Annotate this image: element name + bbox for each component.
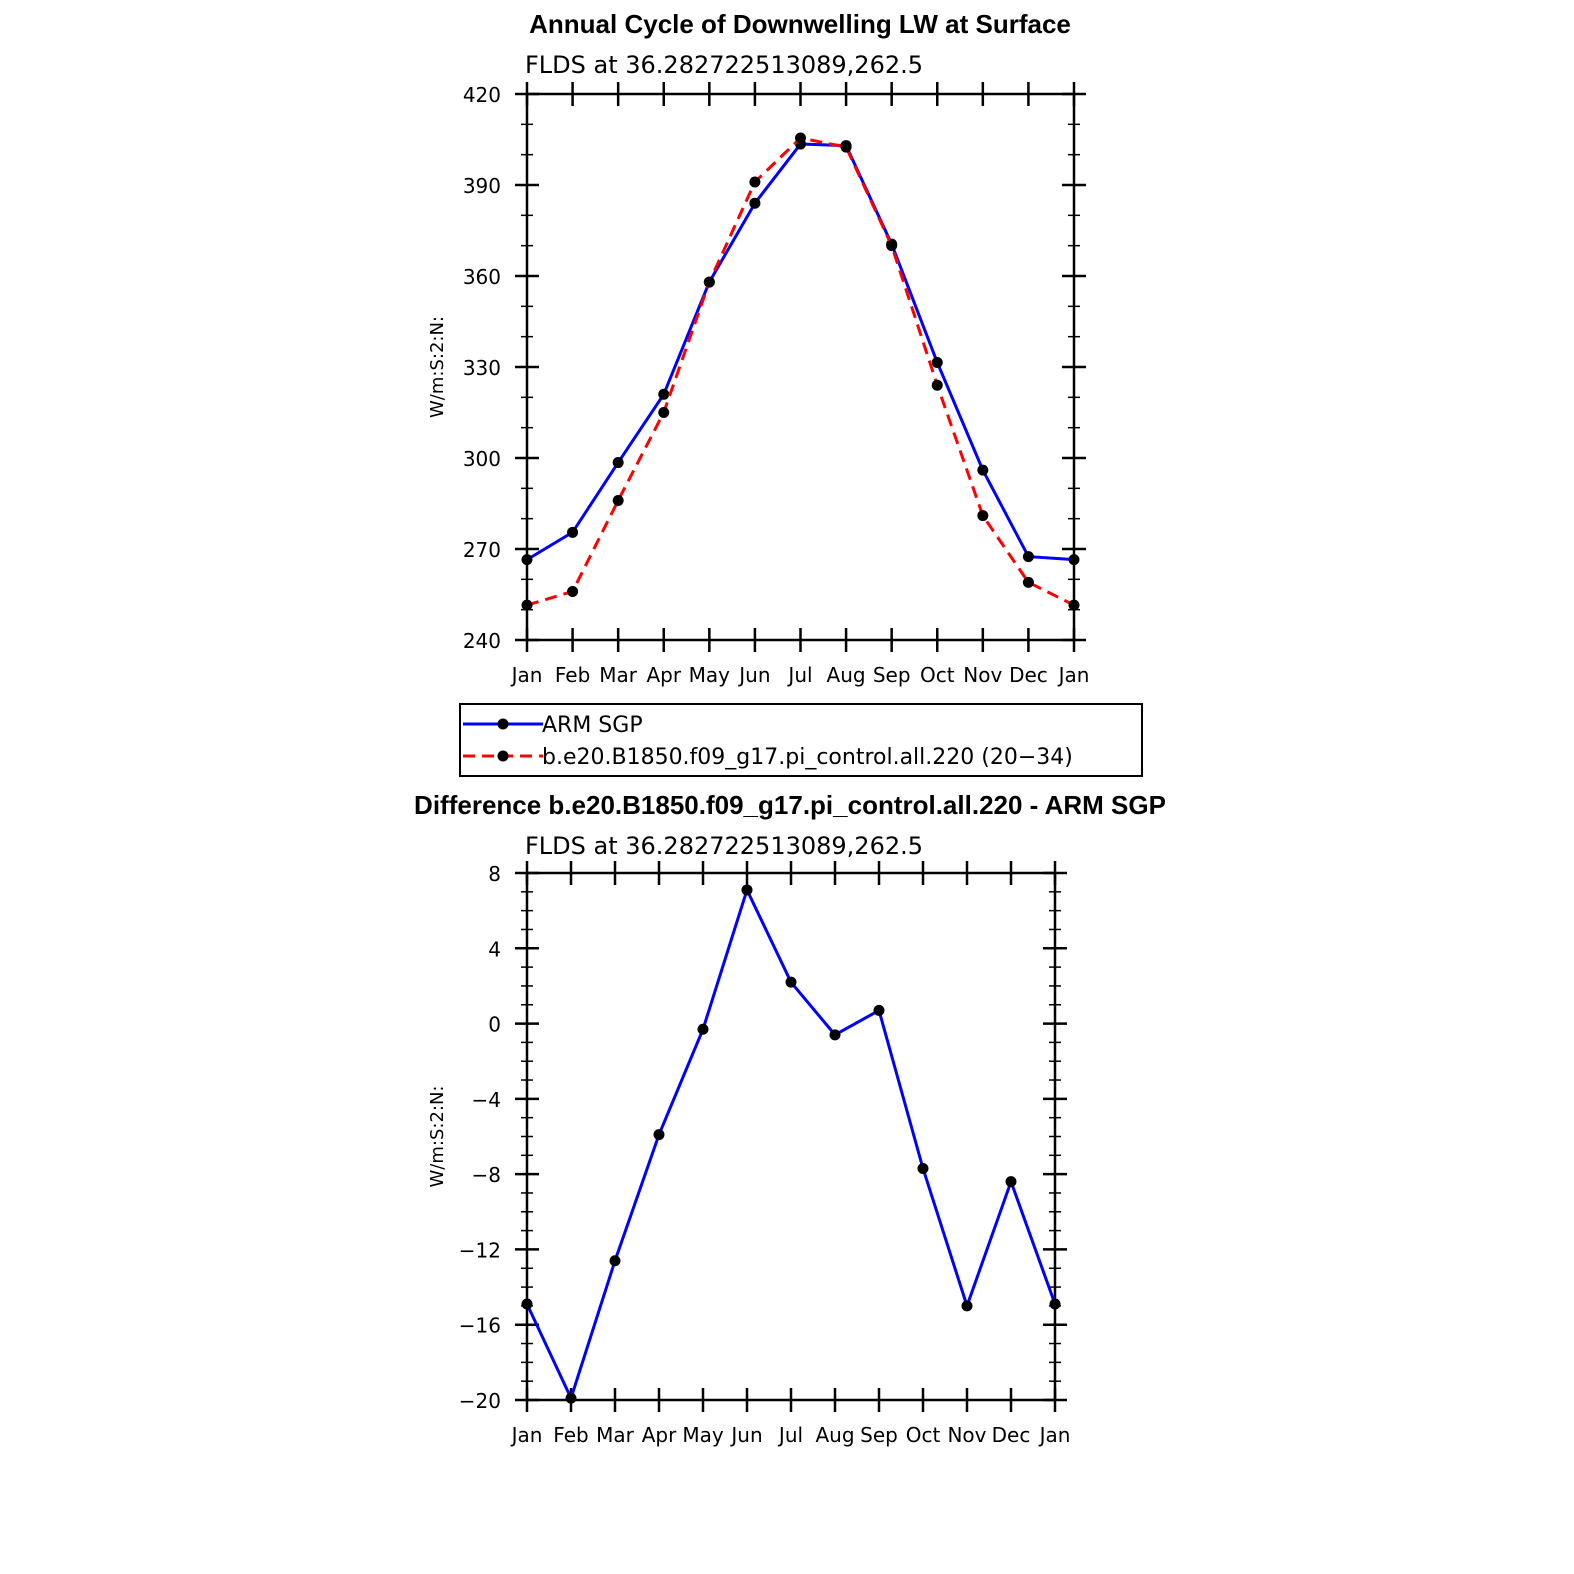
chart1-series-2-point <box>841 142 852 153</box>
chart1-series-2-point <box>886 240 897 251</box>
chart2-y-tick-label: −4 <box>471 1087 501 1112</box>
chart1-legend <box>460 704 1142 776</box>
chart2-x-tick-label: Feb <box>553 1423 589 1447</box>
chart1-series-1-point <box>1069 554 1080 565</box>
chart1-y-tick-label: 240 <box>462 629 501 653</box>
chart1-series-1-point <box>1023 551 1034 562</box>
chart2-series-1-point <box>786 977 797 988</box>
chart1-x-tick-label: Jan <box>511 663 543 687</box>
chart2-y-tick-label: 0 <box>488 1012 501 1037</box>
chart1-series-1-point <box>977 465 988 476</box>
chart2-x-tick-label: Oct <box>905 1423 941 1447</box>
chart1-plot-frame <box>527 94 1074 640</box>
chart2-x-tick-label: May <box>682 1423 724 1447</box>
chart2-series-1-point <box>1050 1299 1061 1310</box>
chart2-series-1-point <box>610 1255 621 1266</box>
chart2-y-tick-label: 4 <box>488 937 501 962</box>
chart2-y-tick-label: −16 <box>458 1313 501 1338</box>
chart2-title: Difference b.e20.B1850.f09_g17.pi_control.all.220 - ARM SGP <box>414 790 1166 820</box>
chart2-series-1-line <box>527 890 1055 1398</box>
chart1-series-2-point <box>1023 577 1034 588</box>
chart1-series-1-point <box>613 457 624 468</box>
chart1-series-1-point <box>932 357 943 368</box>
chart2-x-tick-label: Sep <box>860 1423 898 1447</box>
chart1-x-tick-label: Jan <box>1058 663 1090 687</box>
chart1-x-tick-label: Feb <box>554 663 591 687</box>
chart1-series-2-line <box>527 138 1074 605</box>
chart2-x-tick-label: Dec <box>991 1423 1031 1447</box>
chart2-y-tick-label: −8 <box>471 1163 501 1188</box>
chart2-series-1-point <box>1006 1176 1017 1187</box>
chart1-series-1-point <box>567 527 578 538</box>
chart2-x-tick-label: Jan <box>1039 1423 1071 1447</box>
chart1-x-tick-label: Dec <box>1009 663 1048 687</box>
chart2-x-tick-label: Jan <box>511 1423 543 1447</box>
chart2-series-1-point <box>874 1005 885 1016</box>
chart2-x-tick-label: Nov <box>947 1423 987 1447</box>
chart2-subtitle: FLDS at 36.282722513089,262.5 <box>525 832 924 860</box>
chart1-y-tick-label: 390 <box>462 174 501 198</box>
chart1-legend-marker-1 <box>498 719 509 730</box>
chart2-y-axis-label: W/m:S:2:N: <box>427 1085 448 1188</box>
chart2-series-1-point <box>566 1393 577 1404</box>
chart1-series-2-point <box>795 132 806 143</box>
chart1-y-axis-label: W/m:S:2:N: <box>427 316 448 418</box>
chart1-series-2-point <box>522 600 533 611</box>
chart1-series-2-point <box>1069 600 1080 611</box>
chart2-x-tick-label: Apr <box>641 1423 677 1447</box>
chart2-series-1-point <box>742 884 753 895</box>
chart2-plot-frame <box>527 873 1055 1400</box>
chart2-group <box>414 790 1166 1447</box>
chart2-x-tick-label: Jun <box>731 1423 763 1447</box>
chart1-series-2-point <box>613 495 624 506</box>
chart2-y-tick-label: −12 <box>458 1238 501 1263</box>
chart2-x-tick-label: Jul <box>778 1423 804 1447</box>
chart1-x-tick-label: Apr <box>646 663 682 687</box>
chart1-series-1-point <box>749 198 760 209</box>
chart1-series-2-point <box>932 380 943 391</box>
chart1-y-tick-label: 270 <box>462 538 501 562</box>
chart1-series-1-line <box>527 144 1074 560</box>
chart1-y-tick-label: 420 <box>462 83 501 107</box>
chart1-legend-label-1: ARM SGP <box>542 713 643 738</box>
chart2-x-tick-label: Mar <box>596 1423 634 1447</box>
chart2-x-tick-label: Aug <box>815 1423 855 1447</box>
chart1-x-tick-label: Oct <box>919 663 955 687</box>
chart2-series-1-point <box>522 1299 533 1310</box>
chart1-x-tick-label: Aug <box>826 663 866 687</box>
chart2-series-1-point <box>698 1024 709 1035</box>
chart1-x-tick-label: Mar <box>599 663 638 687</box>
chart2-y-tick-label: 8 <box>488 862 501 886</box>
chart1-x-tick-label: Sep <box>872 663 911 687</box>
chart1-y-tick-label: 360 <box>462 265 501 289</box>
chart1-series-2-point <box>749 176 760 187</box>
chart1-x-tick-label: Jul <box>788 663 813 687</box>
chart1-series-2-point <box>658 407 669 418</box>
chart2-series-1-point <box>654 1129 665 1140</box>
chart1-series-2-point <box>567 586 578 597</box>
chart1-y-tick-label: 300 <box>462 447 501 471</box>
chart1-series-2-point <box>977 510 988 521</box>
chart1-legend-label-2: b.e20.B1850.f09_g17.pi_control.all.220 (20−34) <box>542 745 1073 770</box>
chart2-y-tick-label: −20 <box>458 1389 501 1413</box>
chart1-subtitle: FLDS at 36.282722513089,262.5 <box>525 51 924 79</box>
chart2-series-1-point <box>830 1029 841 1040</box>
chart2-series-1-point <box>962 1300 973 1311</box>
chart2-series-1-point <box>918 1163 929 1174</box>
chart1-y-tick-label: 330 <box>462 356 501 380</box>
chart1-legend-marker-2 <box>498 751 509 762</box>
chart1-x-tick-label: May <box>688 663 731 687</box>
chart1-series-1-point <box>522 554 533 565</box>
chart1-series-1-point <box>658 389 669 400</box>
chart1-x-tick-label: Jun <box>739 663 771 687</box>
chart1-series-2-point <box>704 277 715 288</box>
chart1-title: Annual Cycle of Downwelling LW at Surface <box>529 9 1071 39</box>
chart1-x-tick-label: Nov <box>963 663 1003 687</box>
chart1-group <box>427 9 1142 776</box>
